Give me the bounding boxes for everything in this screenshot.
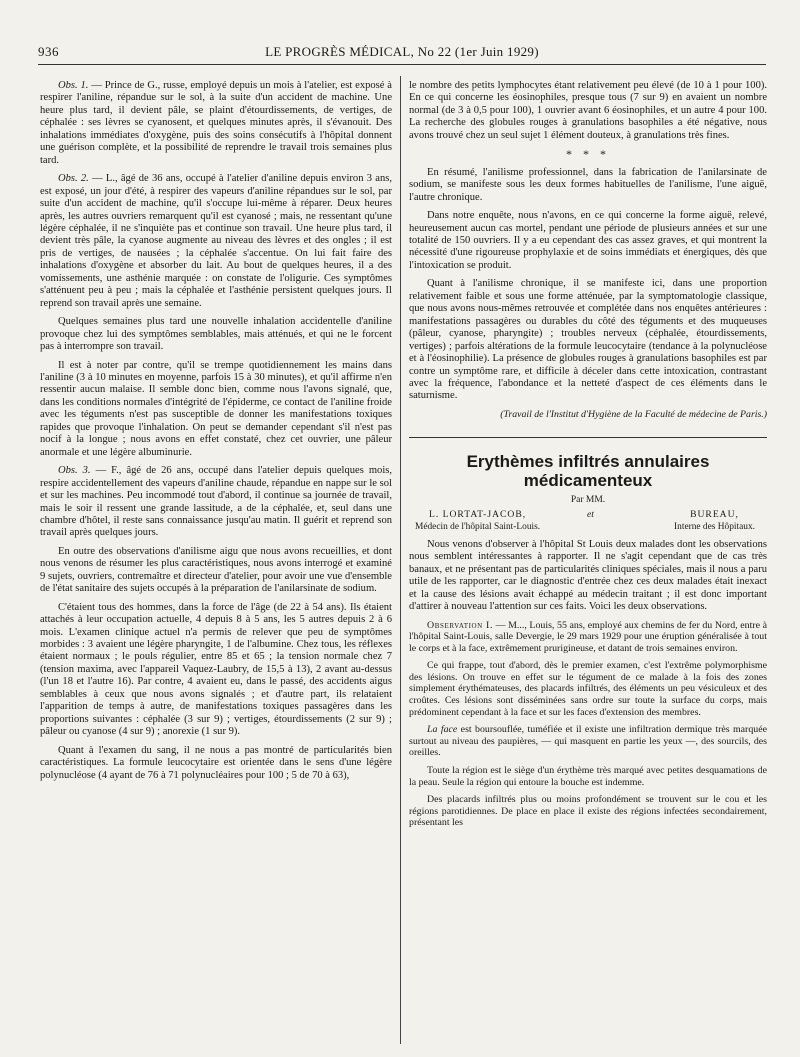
author-1-role: Médecin de l'hôpital Saint-Louis. <box>415 522 541 533</box>
author-2 <box>674 509 755 534</box>
page-header <box>38 44 766 64</box>
paragraph-resume: En résumé, l'anilisme professionnel, dans la fabrication de l'anilarsinate de sodium, se manifeste sous les deux formes habituelles de l'anilisme, l'une aiguë, l'autre chronique. <box>409 166 767 203</box>
journal-title: LE PROGRÈS MÉDICAL, No 22 (1er Juin 1929) <box>265 44 539 59</box>
left-column <box>40 80 392 788</box>
author-2-name: BUREAU, <box>690 508 739 520</box>
author-1-name: L. LORTAT-JACOB, <box>428 508 527 520</box>
obs-2-paragraph-2: Quelques semaines plus tard une nouvelle inhalation accidentelle d'aniline provoque chez lui des symptômes semblables, mais atténués, et qui ne le forcent pas à interrompre son travail. <box>40 316 392 353</box>
page-number: 936 <box>38 44 59 59</box>
author-conjunction: et <box>587 508 594 520</box>
article-separator <box>409 437 767 438</box>
obs-3-text: — F., âgé de 26 ans, occupé dans l'atelier depuis quelques mois, respire accidentellement des vapeurs d'aniline chaude, répandue en nappe sur le sol et sur les machines. Peu incommodé tout d'abord, il continue sa journée de travail, mais le soir il ressent une grande lassitude, a de la céphalée, et, seul dans une chambre d'hôtel, il reste sans connaissance jusqu'au matin. Il guérit et reprend son travail après quelques jours. <box>40 465 392 539</box>
byline: Par MM. <box>570 495 606 506</box>
obs-1-label: Obs. 1. <box>58 80 89 91</box>
paragraph-face <box>409 724 767 759</box>
face-label: La face <box>427 724 458 736</box>
paragraph-chronique: Quant à l'anilisme chronique, il se manifeste ici, dans une proportion relativement faible et sous une forme atténuée, par la symptomatologie classique, que nous avons nous-mêmes retrouvée et complétée dans nos enquêtes antérieures : manifestations passagères ou durables du côté des téguments et des muqueuses (pâleur, cyanose, pharyngite) ; troubles nerveux (céphalée, étourdissements, vertiges) ; parfois altérations de la formule leucocytaire (tendance à la polynucléose et à l'éosinophilie). La présence de globules rouges à granulations basophiles est par contre un symptôme rare, et difficile à déceler dans cette intoxication, contrastant avec la fréquence, l'abondance et la netteté d'aspect de ces éléments dans le saturnisme. <box>409 278 767 402</box>
obs-2-label: Obs. 2. <box>58 173 89 185</box>
obs-2-text: — L., âgé de 36 ans, occupé à l'atelier d'aniline depuis environ 3 ans, est exposé, un jour d'été, à respirer des vapeurs d'aniline répandues sur le sol, par suite d'un accident de machine, qu'il s'occupe lui-même à réparer. Deux heures après, les autres ouvriers remarquent qu'il est cyanosé ; mais, ne ressentant qu'une légère céphalée, il ne s'inquiète pas et continue son travail. Une heure plus tard, il devient très pâle, la cyanose augmente au niveau des lèvres et des ongles ; il est pris de vertiges, de nausées ; la céphalée s'accentue. On lui fait faire des inhalations d'oxygène et absorber du lait. Au bout de quelques heures, il a des vomissements, une asthénie marquée : on constate de l'oligurie. Ces symptômes s'atténuent peu à peu ; mais la céphalée et l'asthénie persistent quelques jours. Il reprend son travail après une semaine. <box>40 173 392 309</box>
paragraph-intro: Nous venons d'observer à l'hôpital St Louis deux malades dont les observations nous semblent intéressantes à rapporter. Il ne s'agit cependant que de cas très banaux, et ne présentant pas de particularités cliniques spéciales, mais il nous a paru utile de les rapporter, car le diagnostic d'entrée chez ces deux malades était inexact et la cause des lésions avait échappé au médecin traitant ; il est donc important d'attirer à nouveau l'attention sur ces faits. Voici les deux observations. <box>409 538 767 613</box>
column-divider <box>400 76 401 1044</box>
observation-i-text: — M..., Louis, 55 ans, employé aux chemins de fer du Nord, entre à l'hôpital Saint-Louis, salle Devergie, le 29 mars 1929 pour une éruption généralisée à tout le corps et à la face, extrêmement prurigineuse, et datant de trois semaines environ. <box>409 619 767 654</box>
paragraph-hommes: C'étaient tous des hommes, dans la force de l'âge (de 22 à 54 ans). Ils étaient attachés à leur occupation actuelle, 4 depuis 8 à 5 ans, les 5 autres depuis 2 à 6 mois. L'examen clinique actuel n'a permis de relever que peu de symptômes morbides : 3 avaient une légère pharyngite, 1 de l'albumine. Chez tous, les réflexes étaient normaux ; le pouls régulier, entre 85 et 65 ; la tension normale chez 7 (tension maxima, avec l'appareil Vaquez-Laubry, de 15,5 à 13), 2 avant au-dessus (l'un 18 et l'autre 16). Par contre, 4 avaient eu, dans le passé, des accidents aigus semblables à ceux que nous avons signalés ; et d'autre part, ils relataient l'apparition de temps à autre, de manifestations toxiques passagères dans les proportions suivantes : céphalée (3 sur 9) ; vertiges, étourdissements (2 sur 9) ; pâleur ou cyanose (4 sur 9) ; anorexie (1 sur 9). <box>40 601 392 738</box>
case-report <box>409 620 767 830</box>
observation-3 <box>40 465 392 540</box>
institute-note: (Travail de l'Institut d'Hygiène de la Faculté de médecine de Paris.) <box>500 408 767 420</box>
face-text: est boursouflée, tuméfiée et il existe une infiltration dermique très marquée surtout au niveau des paupières, — qui masquent en partie les yeux —, des sourcils, des oreilles. <box>409 724 767 759</box>
obs-2-paragraph-3: Il est à noter par contre, qu'il se trempe quotidiennement les mains dans l'aniline (3 à 10 minutes en moyenne, parfois 15 à 30 minutes), et qu'il affirme n'en ressentir aucun malaise. Il semble donc bien, comme nous l'avons signalé, que, dans les conditions normales d'intégrité de l'épiderme, ce contact de l'aniline froide avec les téguments n'est pas susceptible de donner les manifestations toxiques rapides que provoque l'inhalation. On peut se demander cependant s'il n'est pas nocif à la longue ; nous avons en effet constaté, chez cet ouvrier, une pâleur anormale et une légère albuminurie. <box>40 359 392 458</box>
right-column <box>409 80 767 835</box>
obs-3-label: Obs. 3. <box>58 465 91 477</box>
observation-1 <box>40 80 392 167</box>
observation-i <box>409 620 767 655</box>
authors-block <box>409 509 767 539</box>
header-rule <box>38 64 766 65</box>
paragraph-continued: le nombre des petits lymphocytes étant relativement peu élevé (de 10 à 1 pour 100). En ce qui concerne les éosinophiles, presque tous (7 sur 9) en avaient un nombre normal (de 3 à 0,5 pour 100), 1 ouvrier avant 6 éosinophiles, et un autre 4 pour 100. La recherche des globules rouges à granulations basophiles a été négative, nous avons trouvé chez un seul sujet 1 élément douteux, à granulations très fines. <box>409 80 767 141</box>
section-asterisks: * * * <box>566 147 610 162</box>
observation-i-heading: Observation I. <box>427 619 494 631</box>
obs-1-text: — Prince de G., russe, employé depuis un mois à l'atelier, est exposé à respirer l'aniline, répandue sur le sol, à la suite d'un accident de machine. Une heure plus tard, il devient pâle, se plaint d'étourdissements, de vertiges, de céphalée : ses lèvres se cyanosent, et quelques minutes après, il s'évanouit. Des inhalations immédiates d'oxygène, puis des soins consécutifs à l'hôpital donnent une guérison complète, et la possibilité de reprendre le travail trois semaines plus tard. <box>40 80 392 166</box>
paragraph-en-outre: En outre des observations d'anilisme aigu que nous avons recueillies, et dont nous venons de résumer les plus caractéristiques, nous avons interrogé et examiné 9 sujets, ouvriers, contremaître et directeur d'atelier, pour avoir une vue d'ensemble de l'état sanitaire des sujets occupés à la préparation de l'anilarsinate de sodium. <box>40 545 392 595</box>
article-title: Erythèmes infiltrés annulaires médicamenteux <box>466 452 710 491</box>
author-1 <box>415 509 540 534</box>
paragraph-region: Toute la région est le siège d'un érythème très marqué avec petites desquamations de la peau. Seule la région qui entoure la bouche est indemme. <box>409 765 767 788</box>
paragraph-placards: Des placards infiltrés plus ou moins profondément se trouvent sur le cou et les régions parotidiennes. De place en place il existe des régions infectées secondairement, présentant les <box>409 794 767 829</box>
author-2-role: Interne des Hôpitaux. <box>674 522 755 533</box>
paragraph-enquete: Dans notre enquête, nous n'avons, en ce qui concerne la forme aiguë, relevé, heureusement aucun cas mortel, pendant une période de plusieurs années et sur une totalité de 150 ouvriers. Il y a eu cependant des cas assez graves, et qui montrent la nécessité d'une rigoureuse prophylaxie et de soins immédiats et énergiques, dès que l'intoxication se produit. <box>409 210 767 271</box>
observation-2 <box>40 173 392 310</box>
paragraph-frappe: Ce qui frappe, tout d'abord, dès le premier examen, c'est l'extrême polymorphisme des lésions. On trouve en effet sur le tégument de ce malade à la fois des zones simplement érythémateuses, des placards infiltrés, des éléments un peu vésiculeux et des croûtes. Ces lésions sont disséminées sans ordre sur toute la surface du corps, mais prédominent cependant à la face et sur les faces d'extension des membres. <box>409 660 767 718</box>
paragraph-sang: Quant à l'examen du sang, il ne nous a pas montré de particularités bien caractéristiques. La formule leucocytaire est orientée dans le sens d'une légère polynucléose (4 ayant de 76 à 71 polynucléaires pour 100 ; 5 de 70 à 63), <box>40 744 392 781</box>
